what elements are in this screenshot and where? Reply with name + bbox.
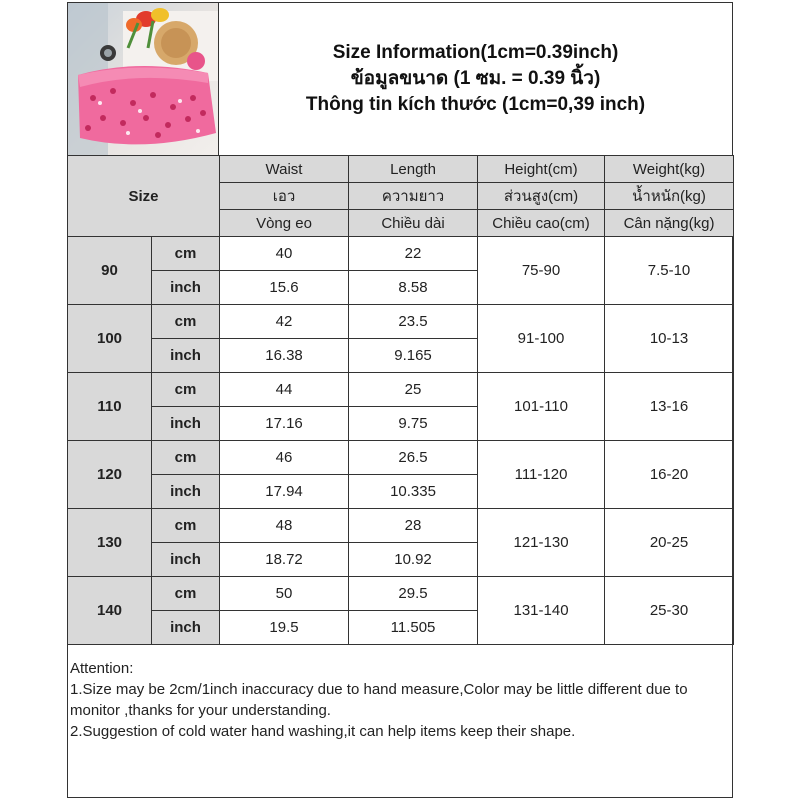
unit-inch: inch: [152, 543, 220, 577]
col-waist-th: เอว: [220, 183, 349, 210]
height-value: 121-130: [478, 509, 605, 577]
waist-inch-value: 18.72: [220, 543, 349, 577]
length-inch-value: 10.335: [349, 475, 478, 509]
waist-inch-value: 17.94: [220, 475, 349, 509]
table-row: [68, 237, 734, 271]
weight-value: 10-13: [605, 305, 734, 373]
table-row: [68, 305, 734, 339]
length-inch-value: 9.165: [349, 339, 478, 373]
table-row: [68, 577, 734, 611]
table-row: [68, 441, 734, 475]
height-value: 131-140: [478, 577, 605, 645]
size-table: [67, 155, 734, 645]
product-photo: [68, 3, 219, 156]
size-label: 130: [68, 509, 152, 577]
col-height-en: Height(cm): [478, 156, 605, 183]
height-value: 111-120: [478, 441, 605, 509]
col-weight-en: Weight(kg): [605, 156, 734, 183]
height-value: 91-100: [478, 305, 605, 373]
waist-cm-value: 44: [220, 373, 349, 407]
length-inch-value: 8.58: [349, 271, 478, 305]
size-label: 120: [68, 441, 152, 509]
height-value: 101-110: [478, 373, 605, 441]
unit-cm: cm: [152, 373, 220, 407]
size-label: 100: [68, 305, 152, 373]
attention-notes: [70, 658, 730, 742]
col-waist-vi: Vòng eo: [220, 210, 349, 237]
size-header: Size: [68, 156, 220, 237]
weight-value: 16-20: [605, 441, 734, 509]
waist-inch-value: 15.6: [220, 271, 349, 305]
col-length-th: ความยาว: [349, 183, 478, 210]
unit-cm: cm: [152, 509, 220, 543]
weight-value: 13-16: [605, 373, 734, 441]
table-row: [68, 509, 734, 543]
weight-value: 7.5-10: [605, 237, 734, 305]
waist-cm-value: 50: [220, 577, 349, 611]
length-inch-value: 11.505: [349, 611, 478, 645]
length-inch-value: 9.75: [349, 407, 478, 441]
waist-inch-value: 17.16: [220, 407, 349, 441]
waist-cm-value: 48: [220, 509, 349, 543]
waist-cm-value: 46: [220, 441, 349, 475]
height-value: 75-90: [478, 237, 605, 305]
unit-cm: cm: [152, 237, 220, 271]
weight-value: 25-30: [605, 577, 734, 645]
attention-note-2: 2.Suggestion of cold water hand washing,it can help items keep their shape.: [70, 723, 576, 740]
unit-inch: inch: [152, 475, 220, 509]
length-cm-value: 25: [349, 373, 478, 407]
unit-inch: inch: [152, 271, 220, 305]
header-title-vi: Thông tin kích thước (1cm=0,39 inch): [305, 94, 646, 115]
size-label: 110: [68, 373, 152, 441]
header-title-th: ข้อมูลขนาด (1 ซม. = 0.39 นิ้ว): [350, 68, 601, 89]
length-cm-value: 22: [349, 237, 478, 271]
size-label: 90: [68, 237, 152, 305]
unit-inch: inch: [152, 407, 220, 441]
unit-cm: cm: [152, 305, 220, 339]
waist-cm-value: 42: [220, 305, 349, 339]
attention-title: Attention:: [70, 660, 134, 677]
waist-inch-value: 16.38: [220, 339, 349, 373]
col-height-th: ส่วนสูง(cm): [478, 183, 605, 210]
unit-inch: inch: [152, 339, 220, 373]
weight-value: 20-25: [605, 509, 734, 577]
attention-note-1: 1.Size may be 2cm/1inch inaccuracy due to hand measure,Color may be little different due to monitor ,thanks for your understanding.: [70, 681, 688, 719]
length-cm-value: 23.5: [349, 305, 478, 339]
size-rows: [68, 237, 734, 645]
col-height-vi: Chiều cao(cm): [478, 210, 605, 237]
product-photo-pink-shorts-icon: [68, 3, 218, 155]
col-length-vi: Chiều dài: [349, 210, 478, 237]
length-cm-value: 26.5: [349, 441, 478, 475]
waist-inch-value: 19.5: [220, 611, 349, 645]
length-cm-value: 29.5: [349, 577, 478, 611]
length-cm-value: 28: [349, 509, 478, 543]
unit-cm: cm: [152, 441, 220, 475]
table-row: [68, 373, 734, 407]
unit-inch: inch: [152, 611, 220, 645]
header-title-en: Size Information(1cm=0.39inch): [332, 42, 619, 63]
unit-cm: cm: [152, 577, 220, 611]
col-weight-th: น้ำหนัก(kg): [605, 183, 734, 210]
size-info-header: [219, 3, 732, 156]
col-weight-vi: Cân nặng(kg): [605, 210, 734, 237]
col-length-en: Length: [349, 156, 478, 183]
waist-cm-value: 40: [220, 237, 349, 271]
col-waist-en: Waist: [220, 156, 349, 183]
length-inch-value: 10.92: [349, 543, 478, 577]
size-label: 140: [68, 577, 152, 645]
